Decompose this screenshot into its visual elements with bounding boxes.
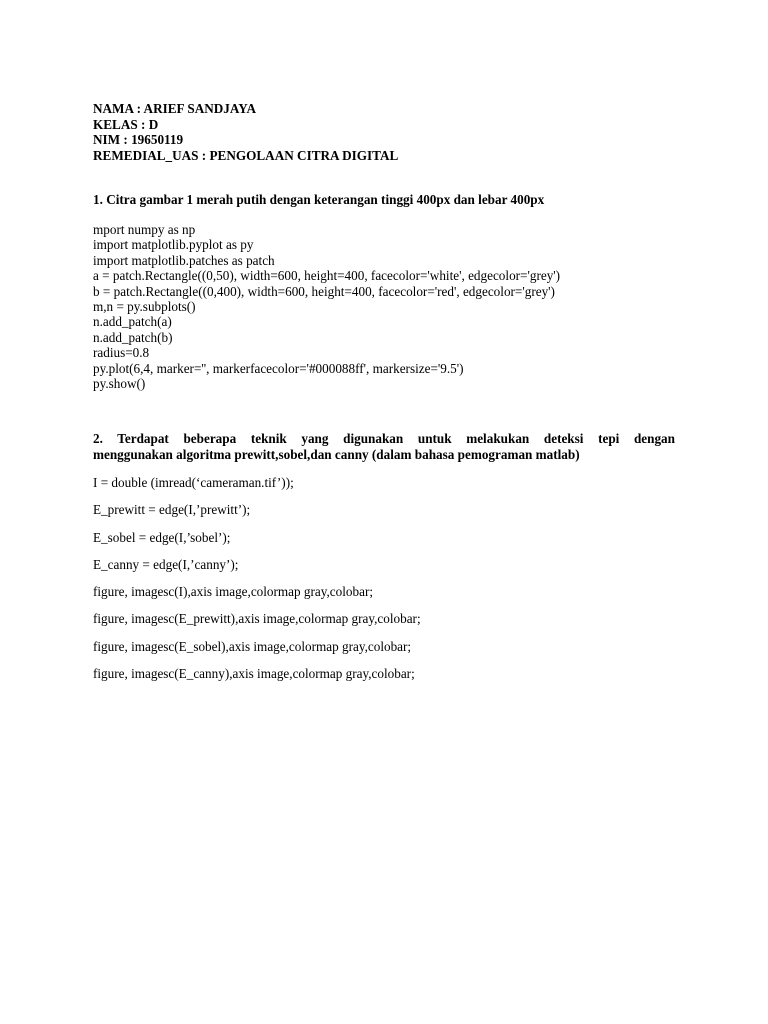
question-2-title: [93, 431, 675, 463]
exam-title: REMEDIAL_UAS : PENGOLAAN CITRA DIGITAL: [93, 147, 399, 163]
question-2-code: [93, 475, 683, 693]
question-1-code: [93, 222, 683, 391]
code-line: radius=0.8: [93, 345, 150, 361]
student-class: KELAS : D: [93, 116, 159, 132]
code-line: E_canny = edge(I,’canny’);: [93, 556, 239, 572]
question-2-title-line-1: 2. Terdapat beberapa teknik yang digunakan untuk melakukan deteksi tepi dengan: [93, 431, 675, 446]
code-line: figure, imagesc(E_sobel),axis image,colormap gray,colobar;: [93, 638, 412, 654]
code-line: py.show(): [93, 375, 146, 391]
code-line: E_sobel = edge(I,’sobel’);: [93, 529, 231, 545]
code-line: figure, imagesc(E_prewitt),axis image,colormap gray,colobar;: [93, 611, 421, 627]
code-line: b = patch.Rectangle((0,400), width=600, height=400, facecolor='red', edgecolor='grey'): [93, 283, 555, 299]
question-1-title: 1. Citra gambar 1 merah putih dengan keterangan tinggi 400px dan lebar 400px: [93, 192, 545, 207]
code-line: m,n = py.subplots(): [93, 298, 196, 314]
code-line: import matplotlib.patches as patch: [93, 252, 275, 268]
student-id: NIM : 19650119: [93, 132, 184, 147]
code-line: figure, imagesc(I),axis image,colormap gray,colobar;: [93, 584, 373, 600]
code-line: import matplotlib.pyplot as py: [93, 237, 254, 253]
code-line: a = patch.Rectangle((0,50), width=600, height=400, facecolor='white', edgecolor='grey'): [93, 268, 561, 284]
code-line: n.add_patch(b): [93, 329, 173, 345]
code-line: mport numpy as np: [93, 222, 196, 237]
code-line: I = double (imread(‘cameraman.tif’));: [93, 475, 294, 490]
code-line: n.add_patch(a): [93, 314, 172, 330]
code-line: py.plot(6,4, marker='', markerfacecolor='#000088ff', markersize='9.5'): [93, 360, 464, 376]
student-info-header: [93, 101, 683, 163]
question-2-title-line-2: menggunakan algoritma prewitt,sobel,dan canny (dalam bahasa pemograman matlab): [93, 447, 580, 462]
code-line: E_prewitt = edge(I,’prewitt’);: [93, 502, 251, 518]
student-name: NAMA : ARIEF SANDJAYA: [93, 101, 257, 116]
code-line: figure, imagesc(E_canny),axis image,colormap gray,colobar;: [93, 666, 415, 682]
